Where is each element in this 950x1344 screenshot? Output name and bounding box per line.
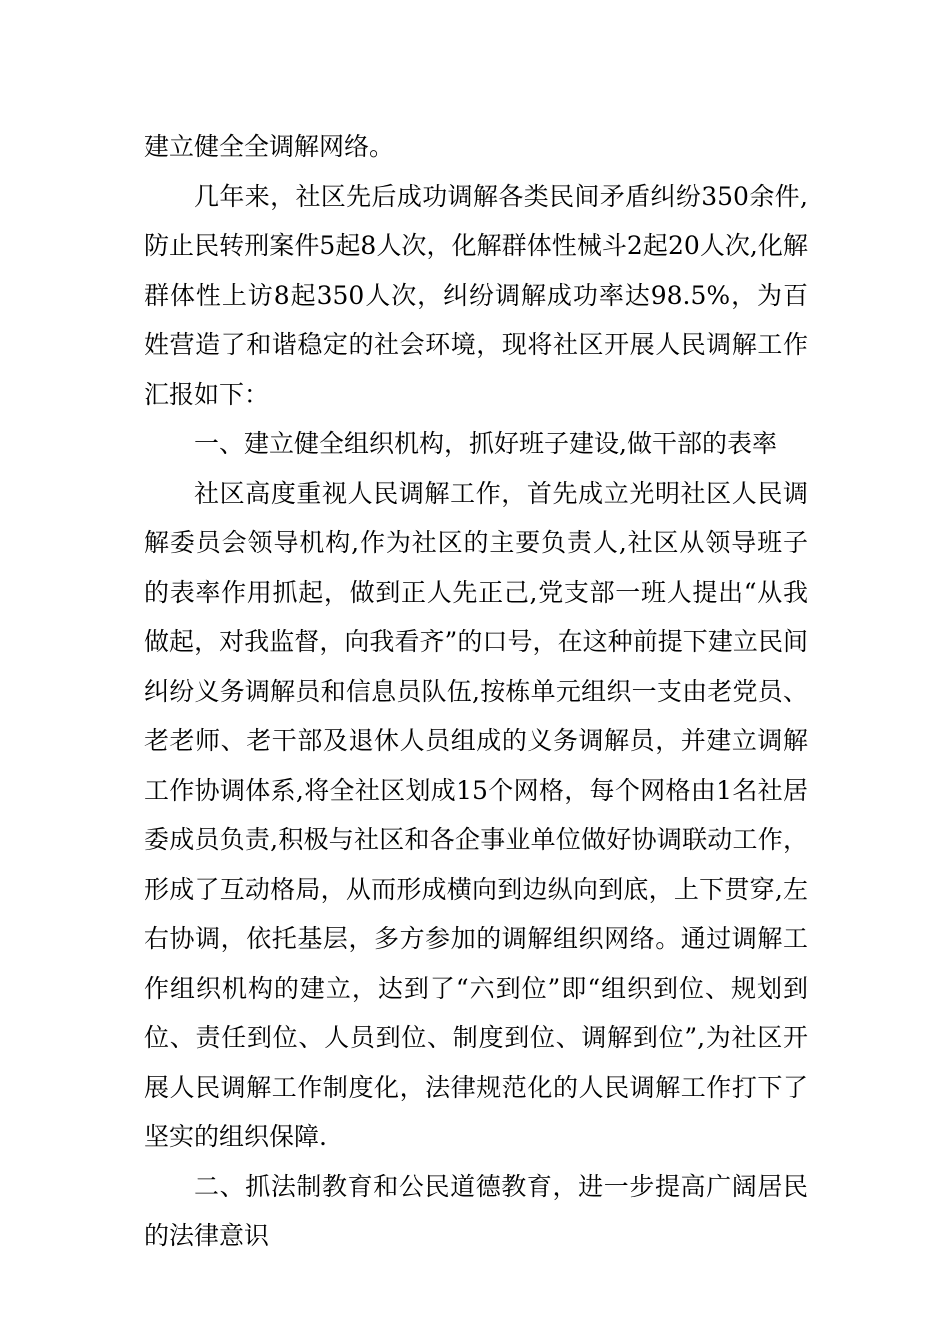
paragraph-summary: 几年来，社区先后成功调解各类民间矛盾纠纷350余件,防止民转刑案件5起8人次，化解群体性械斗2起20人次,化解群体性上访8起350人次，纠纷调解成功率达98.5%，为百姓营造了和谐稳定的社会环境，现将社区开展人民调解工作汇报如下： xyxy=(144,181,808,409)
document-body xyxy=(144,122,808,1261)
section-heading-2: 二、抓法制教育和公民道德教育，进一步提高广阔居民的法律意识 xyxy=(144,1171,808,1250)
paragraph-section-1: 社区高度重视人民调解工作，首先成立光明社区人民调解委员会领导机构,作为社区的主要负责人,社区从领导班子的表率作用抓起，做到正人先正己,党支部一班人提出“从我做起，对我监督，向我看齐”的口号，在这种前提下建立民间纠纷义务调解员和信息员队伍,按栋单元组织一支由老党员、老老师、老干部及退休人员组成的义务调解员，并建立调解工作协调体系,将全社区划成15个网格，每个网格由1名社居委成员负责,积极与社区和各企事业单位做好协调联动工作，形成了互动格局，从而形成横向到边纵向到底，上下贯穿,左右协调，依托基层，多方参加的调解组织网络。通过调解工作组织机构的建立，达到了“六到位”即“组织到位、规划到位、责任到位、人员到位、制度到位、调解到位”,为社区开展人民调解工作制度化，法律规范化的人民调解工作打下了坚实的组织保障. xyxy=(144,478,808,1151)
section-heading-1: 一、建立健全组织机构，抓好班子建设,做干部的表率 xyxy=(194,429,777,458)
paragraph-continuation: 建立健全全调解网络。 xyxy=(144,132,395,161)
